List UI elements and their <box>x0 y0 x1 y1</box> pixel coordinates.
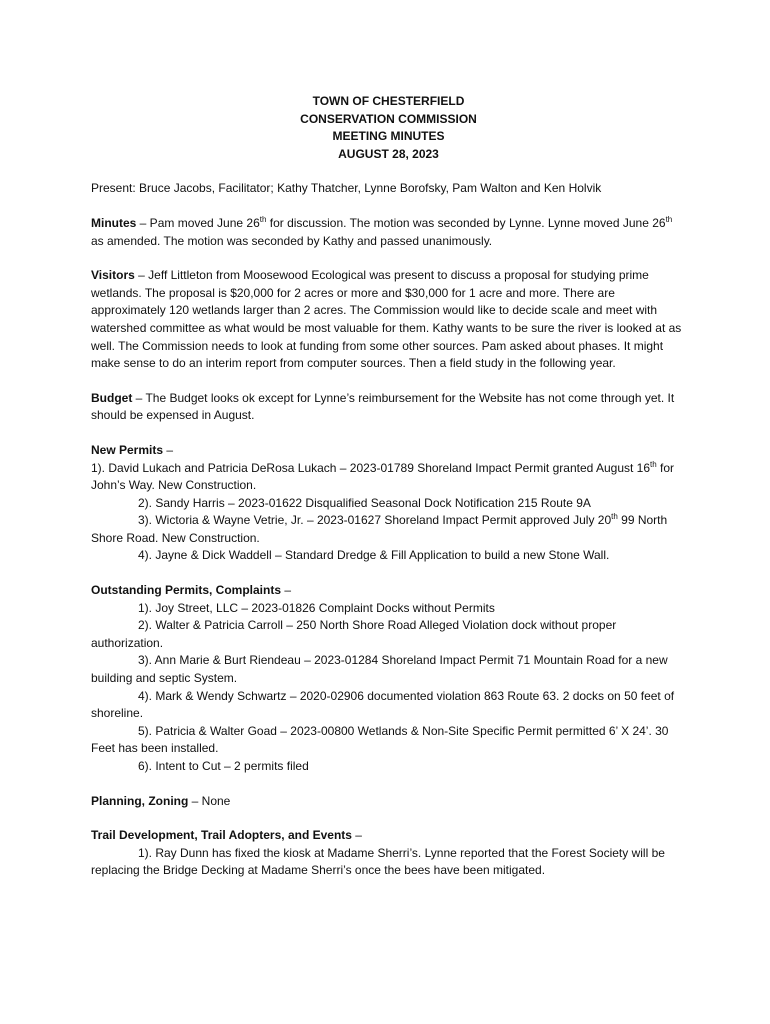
budget-heading: Budget <box>91 390 133 405</box>
planning-heading: Planning, Zoning <box>91 793 189 808</box>
new-permit-3-text-a: 3). Wictoria & Wayne Vetrie, Jr. – 2023-01627 Shoreland Impact Permit approved July 20 <box>138 513 612 528</box>
visitors-text: – Jeff Littleton from Moosewood Ecological was present to discuss a proposal for studying prime wetlands. The proposal is $20,000 for 2 acres or more and $30,000 for 1 acre and more. There are approximately 120 wetlands larger than 2 acres. The Commission would like to decide scale and meet with watershed committee as what would be most valuable for them. Kathy wants to be sure the river is looked at as well. The Commission needs to look at funding from some other sources. Pam asked about phases. It might make sense to do an interim report from computer sources. Then a field study in the following year. <box>91 268 682 371</box>
header-town: TOWN OF CHESTERFIELD <box>312 94 465 108</box>
outstanding-item-4: 4). Mark & Wendy Schwartz – 2020-02906 documented violation 863 Route 63. 2 docks on 50 feet of shoreline. <box>91 688 675 721</box>
trail-heading-line <box>91 827 686 845</box>
outstanding-item-2: 2). Walter & Patricia Carroll – 250 North Shore Road Alleged Violation dock without proper authorization. <box>91 618 617 650</box>
trail-heading: Trail Development, Trail Adopters, and Events <box>91 828 352 843</box>
minutes-text-2: for discussion. The motion was seconded by Lynne. Lynne moved June 26 <box>266 215 666 230</box>
outstanding-item-3: 3). Ann Marie & Burt Riendeau – 2023-01284 Shoreland Impact Permit 71 Mountain Road for a new building and septic System. <box>91 653 668 686</box>
minutes-heading: Minutes <box>91 215 137 230</box>
new-permits-heading: New Permits <box>91 442 164 457</box>
visitors-heading: Visitors <box>91 268 135 283</box>
outstanding-heading-line <box>91 582 686 600</box>
minutes-sup-1: th <box>259 214 267 224</box>
new-permits-dash: – <box>163 442 174 457</box>
trail-dash: – <box>351 828 362 843</box>
budget-paragraph <box>91 390 686 425</box>
budget-text: – The Budget looks ok except for Lynne’s reimbursement for the Website has not come through yet. It should be expensed in August. <box>91 390 675 423</box>
new-permit-item-3 <box>91 512 686 547</box>
minutes-paragraph <box>91 215 686 250</box>
planning-text: – None <box>188 793 231 808</box>
new-permit-1-sup: th <box>650 459 657 469</box>
document-header <box>91 93 686 163</box>
outstanding-item-6: 6). Intent to Cut – 2 permits filed <box>138 759 309 773</box>
new-permit-1-text-a: 1). David Lukach and Patricia DeRosa Lukach – 2023-01789 Shoreland Impact Permit granted August 16 <box>91 460 651 475</box>
present-line: Present: Bruce Jacobs, Facilitator; Kathy Thatcher, Lynne Borofsky, Pam Walton and Ken Holvik <box>91 181 602 196</box>
outstanding-dash: – <box>281 583 292 598</box>
planning-paragraph <box>91 793 686 811</box>
outstanding-heading: Outstanding Permits, Complaints <box>91 583 282 598</box>
header-commission: CONSERVATION COMMISSION <box>300 111 477 126</box>
new-permit-1-text-b: for John’s Way. New Construction. <box>91 460 675 493</box>
minutes-sup-2: th <box>665 214 673 224</box>
new-permit-item-2: 2). Sandy Harris – 2023-01622 Disqualified Seasonal Dock Notification 215 Route 9A <box>138 495 591 510</box>
new-permits-heading-line <box>91 442 686 460</box>
new-permit-item-1 <box>91 460 686 495</box>
visitors-paragraph <box>91 267 686 373</box>
header-date: AUGUST 28, 2023 <box>338 146 439 161</box>
header-doc-type: MEETING MINUTES <box>332 129 445 144</box>
new-permit-3-sup: th <box>611 512 618 522</box>
outstanding-item-5: 5). Patricia & Walter Goad – 2023-00800 Wetlands & Non-Site Specific Permit permitted 6’ X 24’. 30 Feet has been installed. <box>91 723 669 756</box>
new-permit-3-text-b: 99 North Shore Road. New Construction. <box>91 513 668 545</box>
minutes-text-3: as amended. The motion was seconded by Kathy and passed unanimously. <box>91 233 493 248</box>
minutes-text-1: – Pam moved June 26 <box>136 215 260 230</box>
outstanding-item-1: 1). Joy Street, LLC – 2023-01826 Complaint Docks without Permits <box>138 600 495 615</box>
trail-item-1: 1). Ray Dunn has fixed the kiosk at Madame Sherri’s. Lynne reported that the Forest Society will be replacing the Bridge Decking at Madame Sherri’s once the bees have been mitigated. <box>91 845 665 878</box>
document-body <box>91 93 686 880</box>
new-permit-item-4: 4). Jayne & Dick Waddell – Standard Dredge & Fill Application to build a new Stone Wall. <box>138 548 610 563</box>
